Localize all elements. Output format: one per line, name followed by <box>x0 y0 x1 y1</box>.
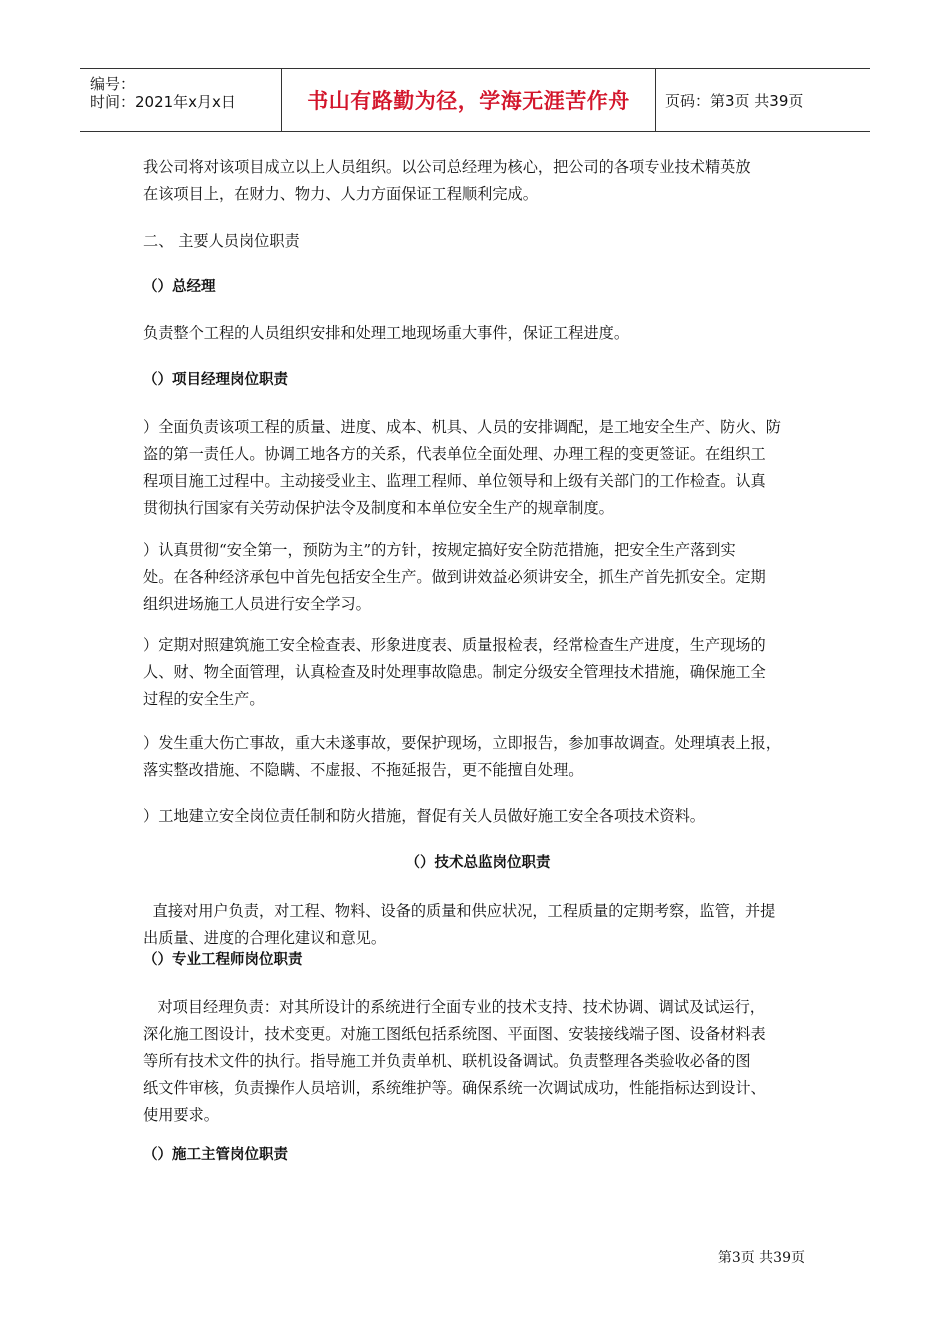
eng-heading: （）专业工程师岗位职责 <box>143 952 303 968</box>
pm-item-3 <box>143 632 813 713</box>
text-line: 使用要求。 <box>143 1106 219 1124</box>
text-line: 盗的第一责任人。协调工地各方的关系，代表单位全面处理、办理工程的变更签证。在组织工 <box>143 445 766 463</box>
text-line: 我公司将对该项目成立以上人员组织。以公司总经理为核心，把公司的各项专业技术精英放 <box>143 158 751 176</box>
pm-item-2 <box>143 537 813 618</box>
text-line: 直接对用户负责，对工程、物料、设备的质量和供应状况，工程质量的定期考察，监管，并提 <box>143 902 776 920</box>
text-line: 人、财、物全面管理，认真检查及时处理事故隐患。制定分级安全管理技术措施，确保施工全 <box>143 663 766 681</box>
text-line: ）发生重大伤亡事故，重大未遂事故，要保护现场，立即报告，参加事故调查。处理填表上报， <box>143 734 781 752</box>
text-line: 在该项目上，在财力、物力、人力方面保证工程顺利完成。 <box>143 185 538 203</box>
text-line: 落实整改措施、不隐瞒、不虚报、不拖延报告，更不能擅自处理。 <box>143 761 584 779</box>
text-line: ）定期对照建筑施工安全检查表、形象进度表、质量报检表，经常检查生产进度，生产现场的 <box>143 636 766 654</box>
text-line: ）全面负责该项工程的质量、进度、成本、机具、人员的安排调配，是工地安全生产、防火、防 <box>143 418 781 436</box>
document-header <box>80 68 870 132</box>
tech-heading: （）技术总监岗位职责 <box>405 855 551 871</box>
header-page-code: 页码：第3页 共39页 <box>665 91 804 110</box>
text-line: 程项目施工过程中。主动接受业主、监理工程师、单位领导和上级有关部门的工作检查。认真 <box>143 472 766 490</box>
header-motto: 书山有路勤为径，学海无涯苦作舟 <box>307 89 630 113</box>
tech-text <box>143 898 813 952</box>
intro-paragraph <box>143 154 813 208</box>
gm-text: 负责整个工程的人员组织安排和处理工地现场重大事件，保证工程进度。 <box>143 324 629 342</box>
site-heading: （）施工主管岗位职责 <box>143 1147 288 1163</box>
pm-item-4 <box>143 730 813 784</box>
text-line: 出质量、进度的合理化建议和意见。 <box>143 929 386 947</box>
document-number-label: 编号： <box>90 75 136 93</box>
gm-heading: （）总经理 <box>143 279 216 295</box>
text-line: 对项目经理负责：对其所设计的系统进行全面专业的技术支持、技术协调、调试及试运行， <box>143 998 765 1016</box>
text-line: 等所有技术文件的执行。指导施工并负责单机、联机设备调试。负责整理各类验收必备的图 <box>143 1052 751 1070</box>
text-line: ）认真贯彻“安全第一，预防为主”的方针，按规定搞好安全防范措施，把安全生产落到实 <box>143 541 736 559</box>
header-motto-cell <box>281 69 656 131</box>
text-line: 深化施工图设计，技术变更。对施工图纸包括系统图、平面图、安装接线端子图、设备材料表 <box>143 1025 766 1043</box>
text-line: 纸文件审核，负责操作人员培训，系统维护等。确保系统一次调试成功，性能指标达到设计、 <box>143 1079 766 1097</box>
text-line: 过程的安全生产。 <box>143 690 265 708</box>
header-meta-cell <box>80 69 281 131</box>
page-footer: 第3页 共39页 <box>717 1250 805 1266</box>
text-line: 组织进场施工人员进行安全学习。 <box>143 595 371 613</box>
eng-text <box>143 994 813 1129</box>
header-page-cell <box>655 69 870 131</box>
document-date: 时间：2021年x月x日 <box>90 93 236 111</box>
text-line: 处。在各种经济承包中首先包括安全生产。做到讲效益必须讲安全，抓生产首先抓安全。定期 <box>143 568 766 586</box>
text-line: 贯彻执行国家有关劳动保护法令及制度和本单位安全生产的规章制度。 <box>143 499 614 517</box>
pm-item-5: ）工地建立安全岗位责任制和防火措施，督促有关人员做好施工安全各项技术资料。 <box>143 807 705 825</box>
pm-heading: （）项目经理岗位职责 <box>143 372 288 388</box>
pm-item-1 <box>143 414 813 522</box>
section-title: 二、 主要人员岗位职责 <box>143 232 300 250</box>
